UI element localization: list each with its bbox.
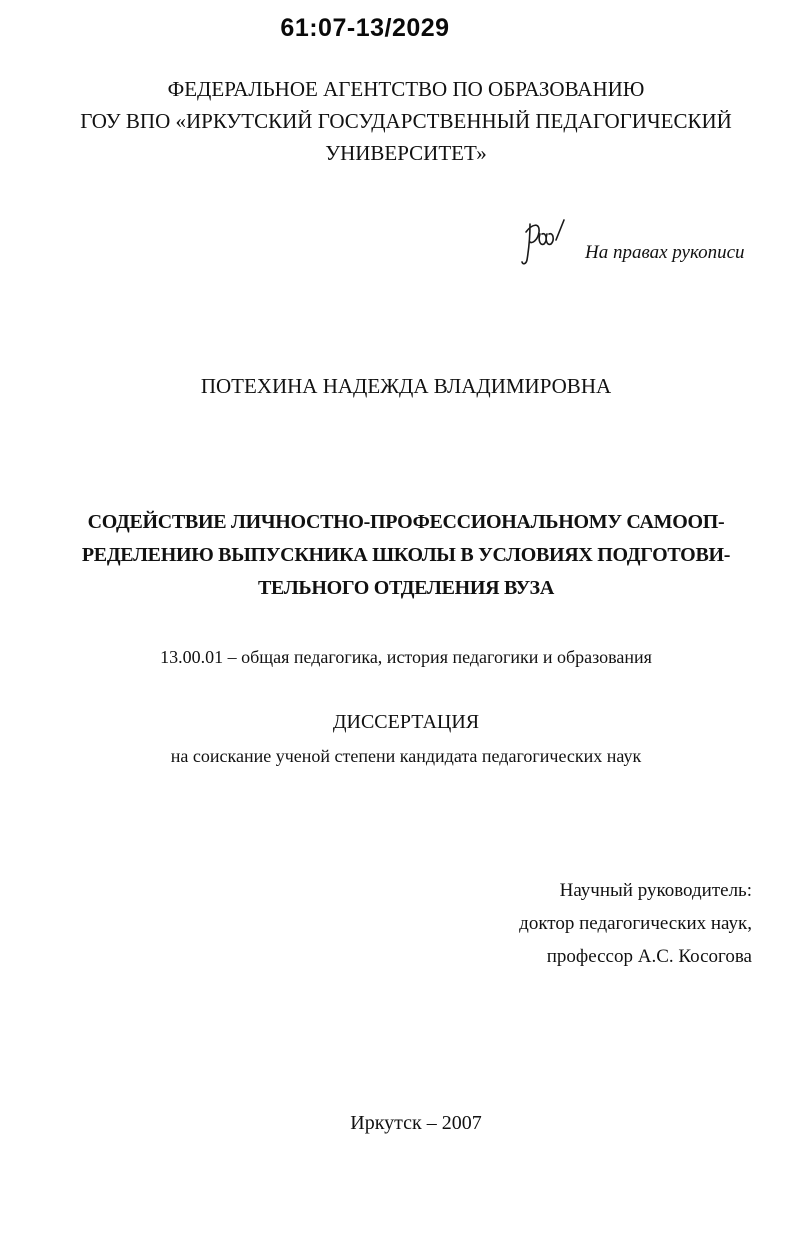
supervisor-degree: доктор педагогических наук, <box>519 913 752 934</box>
place-and-year: Иркутск – 2007 <box>350 1112 482 1134</box>
degree-statement: на соискание ученой степени кандидата педагогических наук <box>170 746 642 766</box>
agency-name: ФЕДЕРАЛЬНОЕ АГЕНТСТВО ПО ОБРАЗОВАНИЮ <box>167 77 645 101</box>
supervisor-label: Научный руководитель: <box>559 880 752 901</box>
author-name: ПОТЕХИНА НАДЕЖДА ВЛАДИМИРОВНА <box>200 374 612 398</box>
dissertation-title-line-2: РЕДЕЛЕНИЮ ВЫПУСКНИКА ШКОЛЫ В УСЛОВИЯХ ПОДГОТОВИ- <box>81 544 731 566</box>
dissertation-title-line-3: ТЕЛЬНОГО ОТДЕЛЕНИЯ ВУЗА <box>258 577 554 599</box>
dissertation-title-line-1: СОДЕЙСТВИЕ ЛИЧНОСТНО-ПРОФЕССИОНАЛЬНОМУ САМООП- <box>87 511 725 533</box>
university-name-line-1: ГОУ ВПО «ИРКУТСКИЙ ГОСУДАРСТВЕННЫЙ ПЕДАГОГИЧЕСКИЙ <box>80 109 732 133</box>
supervisor-name: профессор А.С. Косогова <box>546 946 752 967</box>
document-type: ДИССЕРТАЦИЯ <box>332 711 480 733</box>
archive-stamp: 61:07-13/2029 <box>280 14 450 42</box>
university-name-line-2: УНИВЕРСИТЕТ» <box>325 141 487 165</box>
rights-note: На правах рукописи <box>585 242 745 263</box>
handwritten-signature <box>520 210 580 268</box>
specialty-code: 13.00.01 – общая педагогика, история педагогики и образования <box>160 647 652 667</box>
